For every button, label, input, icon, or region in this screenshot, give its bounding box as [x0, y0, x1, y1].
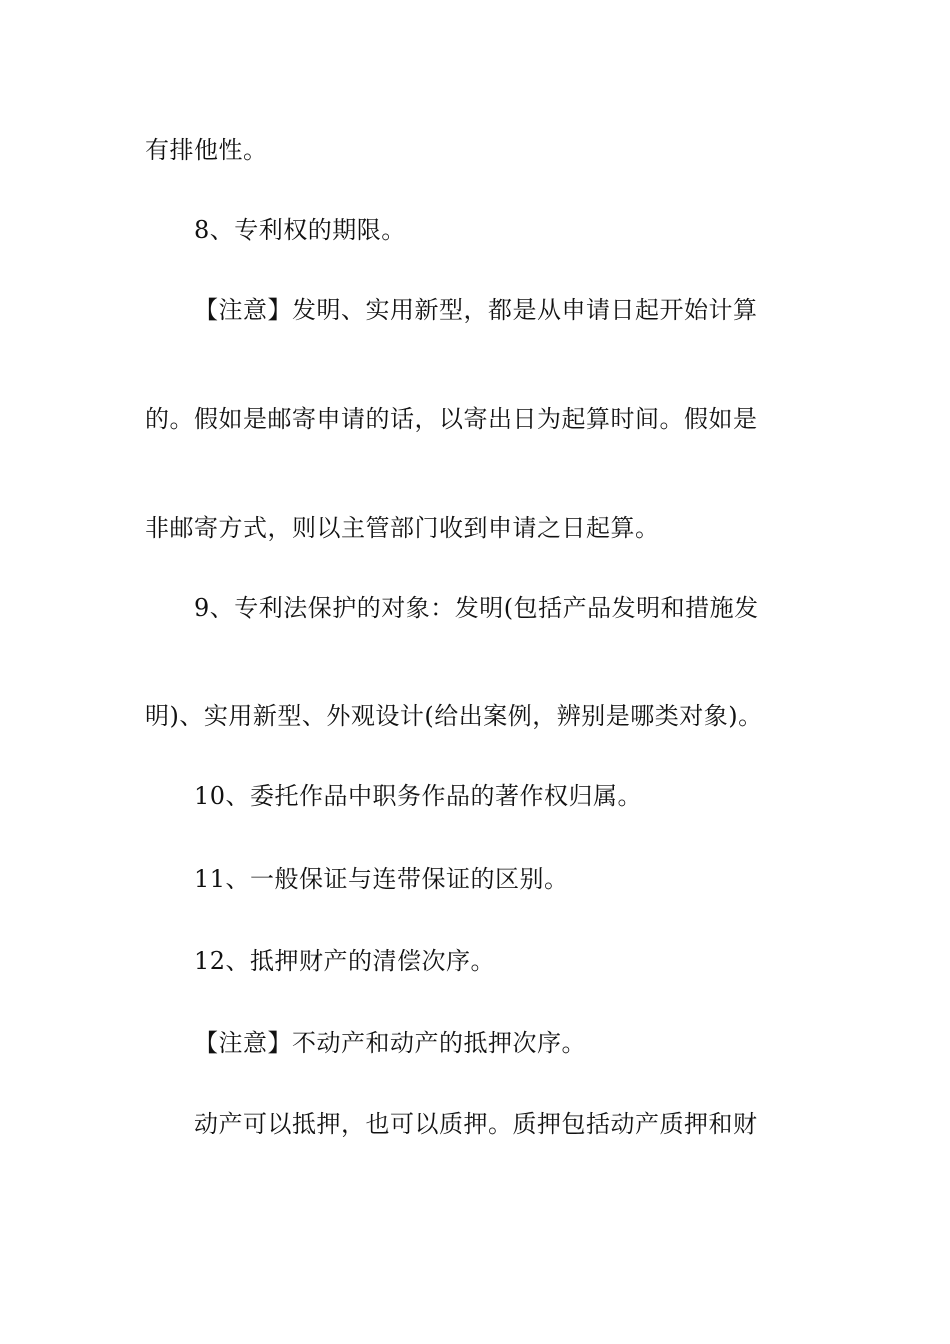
text-item-10: 10、委托作品中职务作品的著作权归属。	[194, 782, 643, 810]
text-note-1: 【注意】发明、实用新型，都是从申请日起开始计算	[194, 296, 758, 324]
text-item-8: 8、专利权的期限。	[194, 216, 406, 244]
text-item-9: 9、专利法保护的对象：发明(包括产品发明和措施发	[194, 594, 759, 622]
text-note-1-line-2: 的。假如是邮寄申请的话，以寄出日为起算时间。假如是	[145, 405, 758, 433]
text-line-continuation: 有排他性。	[145, 136, 268, 164]
text-item-11: 11、一般保证与连带保证的区别。	[194, 865, 569, 893]
text-item-9-line-2: 明)、实用新型、外观设计(给出案例，辨别是哪类对象)。	[145, 702, 763, 730]
text-item-12: 12、抵押财产的清偿次序。	[194, 947, 496, 975]
text-note-2: 【注意】不动产和动产的抵押次序。	[194, 1029, 586, 1057]
text-paragraph-movable-property: 动产可以抵押，也可以质押。质押包括动产质押和财	[194, 1110, 758, 1138]
text-note-1-line-3: 非邮寄方式，则以主管部门收到申请之日起算。	[145, 514, 660, 542]
